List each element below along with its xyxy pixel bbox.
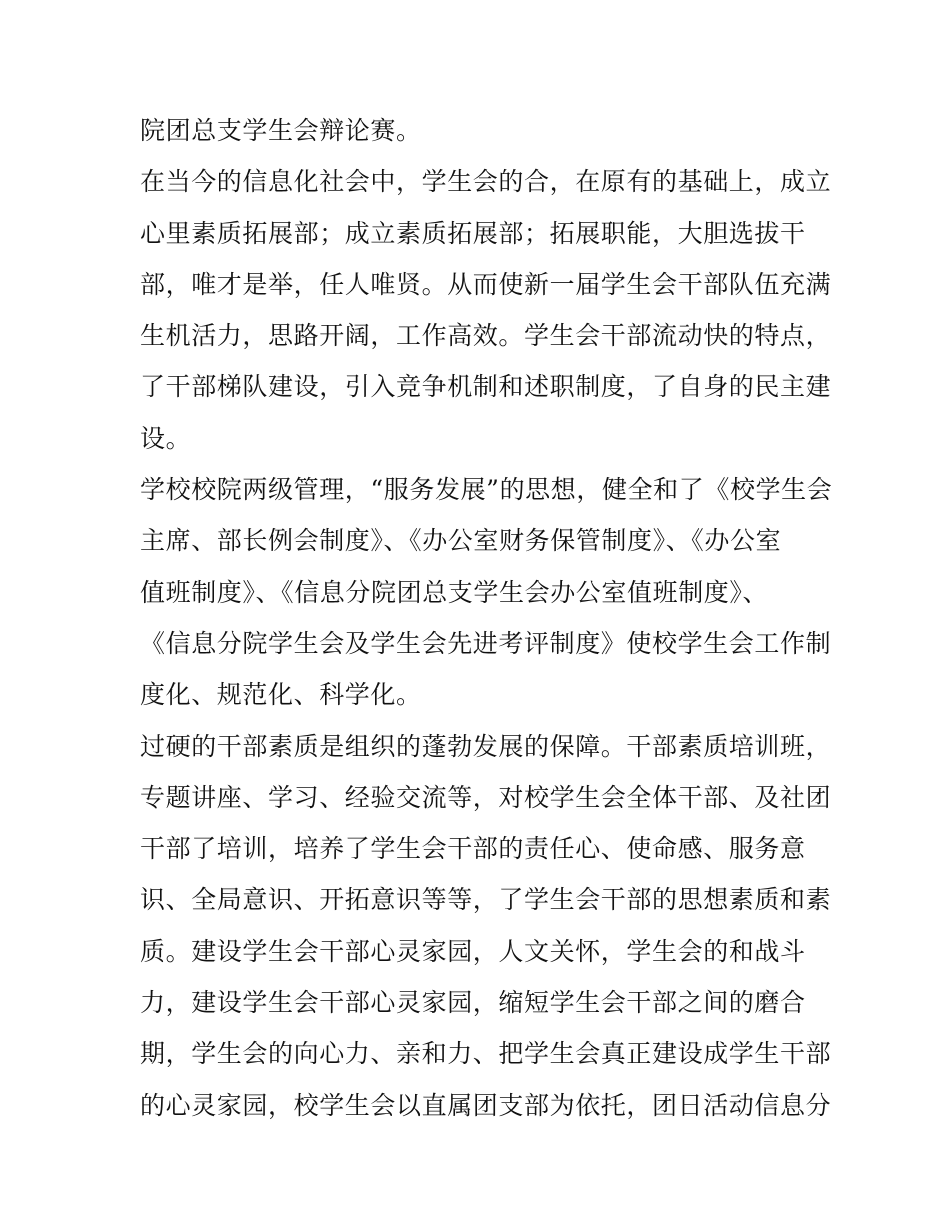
text-line: 生机活力，思路开阔，工作高效。学生会干部流动快的特点， — [140, 321, 832, 351]
text-line: 质。建设学生会干部心灵家园，人文关怀，学生会的和战斗 — [140, 936, 806, 966]
text-line: 力，建设学生会干部心灵家园，缩短学生会干部之间的磨合 — [140, 988, 806, 1018]
document-body — [140, 105, 833, 1131]
paragraph — [140, 464, 833, 720]
text-line: 在当今的信息化社会中，学生会的合，在原有的基础上，成立 — [140, 167, 832, 197]
text-line: 专题讲座、学习、经验交流等，对校学生会全体干部、及社团 — [140, 782, 832, 812]
text-line: 院团总支学生会辩论赛。 — [140, 116, 422, 145]
text-line: 的心灵家园，校学生会以直属团支部为依托，团日活动信息分 — [140, 1090, 832, 1120]
text-line: 主席、部长例会制度》、《办公室财务保管制度》、《办公室 — [140, 526, 782, 556]
text-line: 期，学生会的向心力、亲和力、把学生会真正建设成学生干部 — [140, 1039, 832, 1069]
text-line: 部，唯才是举，任人唯贤。从而使新一届学生会干部队伍充满 — [140, 269, 832, 299]
paragraph — [140, 105, 820, 156]
text-line: 学校校院两级管理，“服务发展”的思想，健全和了《校学生会 — [140, 475, 833, 505]
text-line: 值班制度》、《信息分院团总支学生会办公室值班制度》、 — [140, 577, 769, 607]
text-line: 《信息分院学生会及学生会先进考评制度》使校学生会工作制 — [140, 628, 832, 658]
text-line: 设。 — [140, 423, 192, 453]
text-line: 过硬的干部素质是组织的蓬勃发展的保障。干部素质培训班， — [140, 731, 832, 761]
text-line: 度化、规范化、科学化。 — [140, 680, 422, 710]
text-line: 识、全局意识、开拓意识等等，了学生会干部的思想素质和素 — [140, 885, 832, 915]
paragraph — [140, 721, 832, 1131]
text-line: 了干部梯队建设，引入竞争机制和述职制度，了自身的民主建 — [140, 372, 832, 402]
paragraph — [140, 156, 832, 464]
text-line: 干部了培训，培养了学生会干部的责任心、使命感、服务意 — [140, 834, 806, 864]
text-line: 心里素质拓展部；成立素质拓展部；拓展职能，大胆选拔干 — [140, 218, 806, 248]
